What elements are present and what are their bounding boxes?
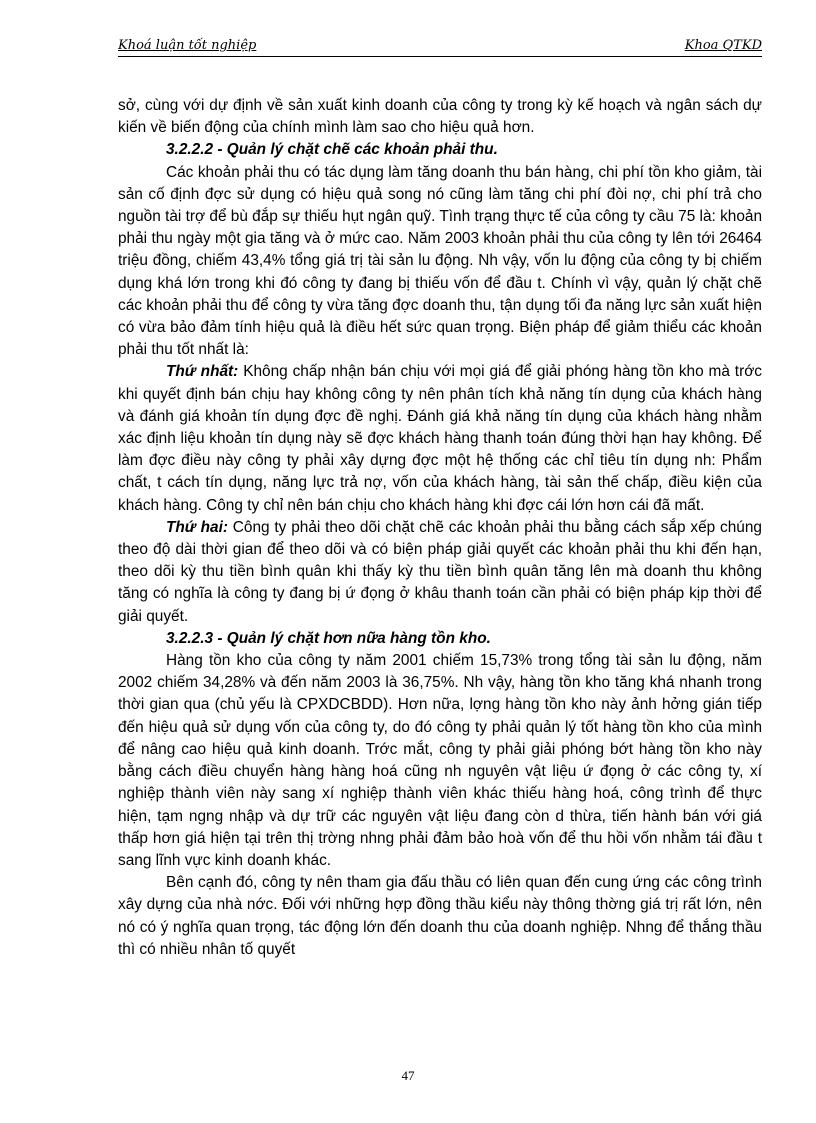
- section-heading-3-2-2-3: 3.2.2.3 - Quản lý chặt hơn nữa hàng tồn kho.: [166, 629, 491, 647]
- section-heading-3-2-2-2: 3.2.2.2 - Quản lý chặt chẽ các khoản phải thu.: [166, 141, 498, 159]
- lead-first: Thứ nhất:: [166, 363, 239, 381]
- paragraph-second-measure-text: Công ty phải theo dõi chặt chẽ các khoản phải thu bằng cách sắp xếp chúng theo độ dài thời gian để theo dõi và có biện pháp giải quyết các khoản phải thu khi đến hạn, theo dõi kỳ thu tiền bình quân khi thấy kỳ thu tiền bình quân tăng lên mà doanh thu không tăng có nghĩa là công ty đang bị ứ đọng ở khâu thanh toán cần phải có biện pháp kịp thời để giải quyết.: [118, 518, 762, 625]
- header-rule: [118, 56, 762, 57]
- document-body: [118, 95, 762, 961]
- page-header: [118, 38, 762, 56]
- paragraph-first-measure: [118, 361, 762, 516]
- paragraph-continuation: sở, cùng với dự định về sản xuất kinh doanh của công ty trong kỳ kế hoạch và ngân sách dự kiến về biến động của chính mình làm sao cho hiệu quả hơn.: [118, 97, 762, 137]
- page-number: 47: [401, 1068, 415, 1083]
- header-thesis-title: Khoá luận tốt nghiệp: [118, 38, 257, 53]
- header-faculty: Khoa QTKD: [684, 38, 762, 53]
- paragraph-bidding: Bên cạnh đó, công ty nên tham gia đấu thầu có liên quan đến cung ứng các công trình xây dựng của nhà nớc. Đối với những hợp đồng thầu kiểu này thông thờng giá trị rất lớn, nên nó có ý nghĩa quan trọng, tác động lớn đến doanh thu của doanh nghiệp. Nhng để thắng thầu thì có nhiều nhân tố quyết: [118, 874, 762, 958]
- paragraph-second-measure: [118, 517, 762, 628]
- lead-second: Thứ hai:: [166, 518, 228, 536]
- paragraph-receivables: Các khoản phải thu có tác dụng làm tăng doanh thu bán hàng, chi phí tồn kho giảm, tài sản cố định đợc sử dụng có hiệu quả song nó cũng làm tăng chi phí đòi nợ, chi phí trả cho nguồn tài trợ để bù đắp sự thiếu hụt ngân quỹ. Tình trạng thực tế của công ty cầu 75 là: khoản phải thu ngày một gia tăng và ở mức cao. Năm 2003 khoản phải thu của công ty lên tới 26464 triệu đồng, chiếm 43,4% tổng giá trị tài sản lu động. Nh vậy, vốn lu động của công ty bị chiếm dụng khá lớn trong khi đó công ty đang bị thiếu vốn để đầu t. Chính vì vậy, quản lý chặt chẽ các khoản phải thu để công ty vừa tăng đợc doanh thu, tận dụng tối đa năng lực sản xuất hiện có vừa bảo đảm tính hiệu quả là điều hết sức quan trọng. Biện pháp để giảm thiểu các khoản phải thu tốt nhất là:: [118, 163, 762, 359]
- paragraph-first-measure-text: Không chấp nhận bán chịu với mọi giá để giải phóng hàng tồn kho mà trớc khi quyết định bán chịu hay không công ty nên phân tích khả năng tín dụng của khách hàng và đánh giá khoản tín dụng đợc đề nghị. Đánh giá khả năng tín dụng của khách hàng nhằm xác định liệu khoản tín dụng này sẽ đợc khách hàng thanh toán đúng thời hạn hay không. Để làm đợc điều này công ty phải xây dựng đợc một hệ thống các chỉ tiêu tín dụng nh: Phẩm chất, t cách tín dụng, năng lực trả nợ, vốn của khách hàng, tài sản thế chấp, điều kiện của khách hàng. Công ty chỉ nên bán chịu cho khách hàng khi đợc cái lớn hơn cái đã mất.: [118, 363, 762, 514]
- paragraph-inventory: Hàng tồn kho của công ty năm 2001 chiếm 15,73% trong tổng tài sản lu động, năm 2002 chiếm 34,28% và đến năm 2003 là 36,75%. Nh vậy, hàng tồn kho tăng khá nhanh trong thời gian qua (chủ yếu là CPXDCBDD). Hơn nữa, lợng hàng tồn kho này ảnh hởng gián tiếp đến hiệu quả sử dụng vốn của công ty, do đó công ty phải quản lý tốt hàng tồn kho của mình để nâng cao hiệu quả kinh doanh. Trớc mắt, công ty phải giải phóng bớt hàng tồn kho này bằng cách điều chuyển hàng hàng hoá cũng nh nguyên vật liệu ứ đọng ở các công ty, xí nghiệp thành viên này sang xí nghiệp thành viên khác thiếu hàng hoá, công trình để thực hiện, tạm ngng nhập và dự trữ các nguyên vật liệu đang còn d thừa, tiến hành bán với giá thấp hơn giá hiện tại trên thị trờng nhng phải đảm bảo hoà vốn để thu hồi vốn nhằm tái đầu t sang lĩnh vực kinh doanh khác.: [118, 652, 762, 869]
